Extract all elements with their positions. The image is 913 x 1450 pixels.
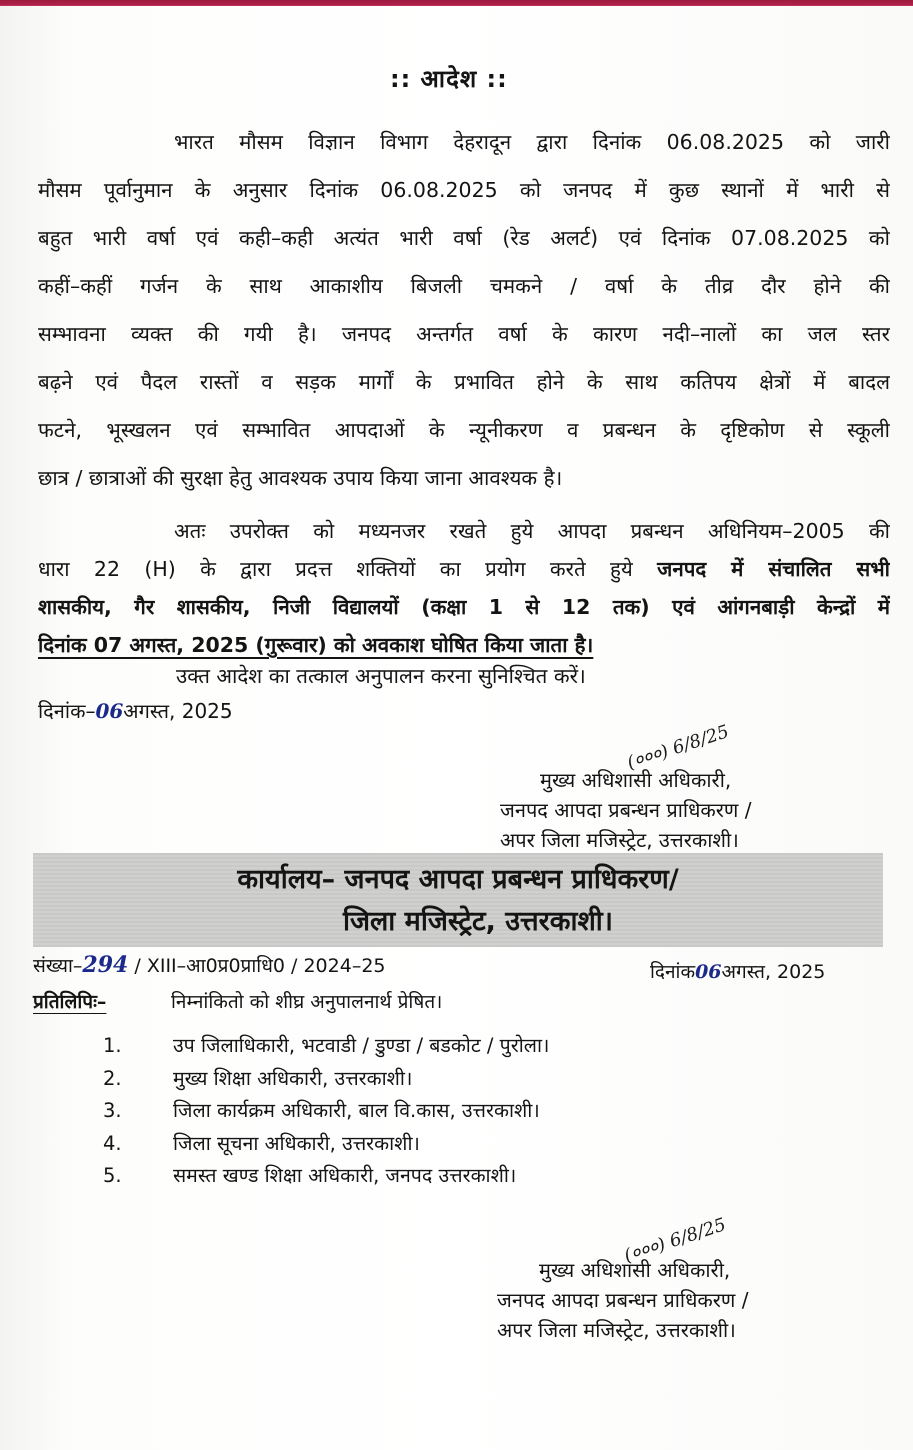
signature-2: (०००) 6/8/25	[621, 1214, 729, 1267]
order-date	[38, 697, 233, 724]
paragraph-bold-text: जनपद में संचालित सभी	[657, 557, 890, 581]
paragraph-line: कहीं–कहीं गर्जन के साथ आकाशीय बिजली चमकने / वर्षा के तीव्र दौर होने की	[38, 274, 890, 298]
handwritten-day: 06	[95, 699, 124, 723]
list-item-number: 4.	[103, 1131, 122, 1155]
list-item	[103, 1063, 549, 1096]
paragraph-line: छात्र / छात्राओं की सुरक्षा हेतु आवश्यक उपाय किया जाना आवश्यक है।	[38, 466, 563, 490]
list-item-number: 1.	[103, 1034, 122, 1057]
office-banner	[33, 853, 883, 947]
list-item-text: जिला कार्यक्रम अधिकारी, बाल वि.कास, उत्तरकाशी।	[173, 1099, 540, 1122]
list-item-text: मुख्य शिक्षा अधिकारी, उत्तरकाशी।	[173, 1066, 413, 1090]
paragraph-line: अतः उपरोक्त को मध्यनजर रखते हुये आपदा प्रबन्धन अधिनियम–2005 की	[174, 519, 890, 543]
paragraph-line	[38, 550, 890, 588]
paragraph-line: मौसम पूर्वानुमान के अनुसार दिनांक 06.08.2025 को जनपद में कुछ स्थानों में भारी से	[38, 178, 890, 202]
order-date-prefix: दिनांक–	[38, 699, 96, 723]
signatory-designation: मुख्य अधिशासी अधिकारी,	[540, 768, 732, 792]
signatory-authority: जनपद आपदा प्रबन्धन प्राधिकरण /	[497, 1288, 749, 1312]
reference-row	[33, 952, 873, 983]
signature-1: (०००) 6/8/25	[624, 721, 732, 774]
paragraph-holiday-declaration	[38, 626, 890, 664]
copy-to-row	[33, 988, 442, 1014]
list-item-number: 3.	[103, 1099, 122, 1122]
list-item	[103, 1160, 549, 1193]
list-item	[103, 1030, 549, 1063]
order-date-suffix: अगस्त, 2025	[123, 699, 233, 723]
office-banner-line-2: जिला मजिस्ट्रेट, उत्तरकाशी।	[342, 906, 614, 937]
holiday-declaration-text: दिनांक 07 अगस्त, 2025 (गुरूवार) को अवकाश घोषित किया जाता है।	[38, 633, 594, 657]
order-title: :: आदेश ::	[390, 65, 508, 93]
signatory-designation: मुख्य अधिशासी अधिकारी,	[539, 1258, 731, 1282]
copy-to-text: निम्नांकितो को शीघ्र अनुपालनार्थ प्रेषित।	[171, 991, 443, 1013]
reference-date-suffix: अगस्त, 2025	[721, 961, 826, 983]
signatory-office: अपर जिला मजिस्ट्रेट, उत्तरकाशी।	[497, 1318, 736, 1342]
copy-to-label: प्रतिलिपिः–	[33, 991, 107, 1013]
list-item-text: जिला सूचना अधिकारी, उत्तरकाशी।	[173, 1131, 420, 1155]
copy-to-list	[103, 1030, 549, 1193]
handwritten-reference-number: 294	[82, 952, 129, 978]
paragraph-line: सम्भावना व्यक्त की गयी है। जनपद अन्तर्गत वर्षा के कारण नदी–नालों का जल स्तर	[38, 322, 890, 346]
office-banner-line-1: कार्यालय– जनपद आपदा प्रबन्धन प्राधिकरण/	[237, 864, 679, 895]
signatory-authority: जनपद आपदा प्रबन्धन प्राधिकरण /	[500, 798, 752, 822]
order-paragraph-1	[38, 118, 890, 502]
paragraph-bold-line: शासकीय, गैर शासकीय, निजी विद्यालयों (कक्षा 1 से 12 तक) एवं आंगनबाड़ी केन्द्रों में	[38, 595, 890, 619]
reference-prefix: संख्या–	[33, 955, 83, 977]
handwritten-date-day: 06	[695, 961, 722, 983]
paragraph-line: फटने, भूस्खलन एवं सम्भावित आपदाओं के न्यूनीकरण व प्रबन्धन के दृष्टिकोण से स्कूली	[38, 418, 890, 442]
signatory-block-1	[500, 765, 751, 855]
reference-suffix: / XIII–आ0प्र0प्राधि0 / 2024–25	[128, 955, 386, 977]
signatory-office: अपर जिला मजिस्ट्रेट, उत्तरकाशी।	[500, 828, 739, 852]
paragraph-line: बढ़ने एवं पैदल रास्तों व सड़क मार्गों के प्रभावित होने के साथ कतिपय क्षेत्रों में बादल	[38, 370, 890, 394]
reference-date	[650, 958, 825, 984]
list-item-text: उप जिलाधिकारी, भटवाडी / डुण्डा / बडकोट / पुरोला।	[173, 1034, 550, 1057]
order-paragraph-2	[38, 512, 890, 664]
list-item-number: 2.	[103, 1066, 122, 1090]
list-item-text: समस्त खण्ड शिक्षा अधिकारी, जनपद उत्तरकाशी।	[173, 1164, 517, 1187]
reference-date-prefix: दिनांक	[650, 961, 696, 983]
paragraph-text: धारा 22 (H) के द्वारा प्रदत्त शक्तियों का प्रयोग करते हुये	[38, 557, 658, 581]
list-item	[103, 1095, 549, 1128]
paragraph-line: भारत मौसम विज्ञान विभाग देहरादून द्वारा दिनांक 06.08.2025 को जारी	[174, 130, 890, 154]
paragraph-line: बहुत भारी वर्षा एवं कही–कही अत्यंत भारी वर्षा (रेड अलर्ट) एवं दिनांक 07.08.2025 को	[38, 226, 890, 250]
signatory-block-2	[497, 1255, 748, 1345]
compliance-line: उक्त आदेश का तत्काल अनुपालन करना सुनिश्चित करें।	[176, 664, 586, 688]
list-item-number: 5.	[103, 1164, 122, 1187]
list-item	[103, 1128, 549, 1161]
